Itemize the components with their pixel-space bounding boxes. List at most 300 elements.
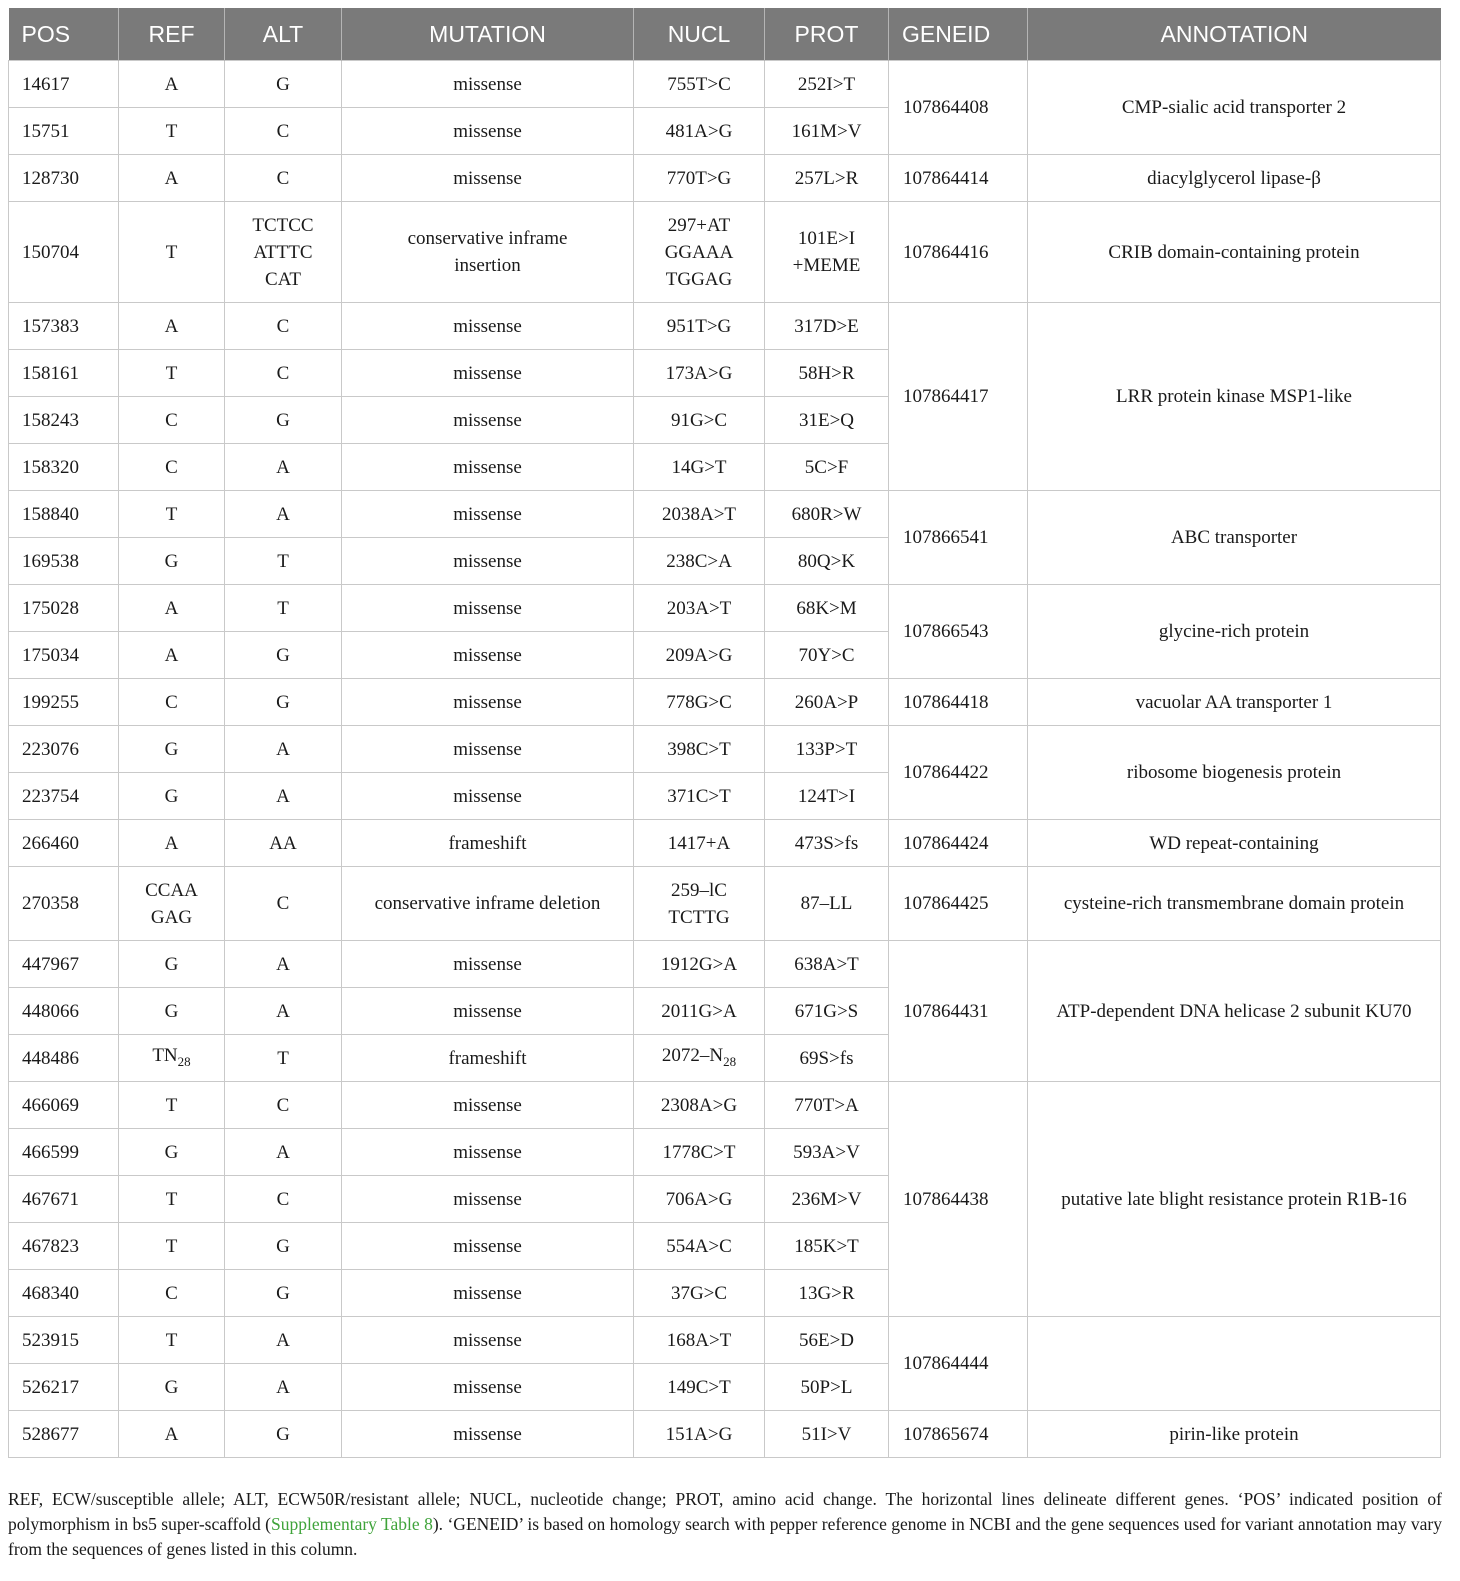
table-row	[9, 491, 1441, 538]
nucl-cell-text: 1912G>A	[660, 953, 738, 975]
alt-cell-text: AA	[269, 832, 297, 854]
prot-cell-text: 87–LL	[800, 893, 853, 914]
ref-cell-subscript: 28	[177, 1053, 191, 1069]
nucl-cell-text: 371C>T	[667, 785, 731, 807]
pos-cell-text: 15751	[22, 120, 70, 142]
nucl-cell-text: 2308A>G	[660, 1094, 738, 1116]
alt-cell	[225, 1223, 342, 1270]
table-row	[9, 679, 1441, 726]
alt-cell	[225, 1176, 342, 1223]
pos-cell	[9, 444, 119, 491]
prot-cell	[765, 726, 889, 773]
ref-cell-text: T	[165, 120, 178, 142]
pos-cell-text: 128730	[22, 167, 79, 189]
nucl-cell-text: 173A>G	[665, 362, 733, 384]
ref-cell-text: T	[165, 362, 178, 384]
mutation-cell-text: missense	[453, 1141, 522, 1163]
prot-cell-text: 257L>R	[794, 167, 859, 189]
prot-cell-text: 101E>I +MEME	[792, 228, 861, 276]
nucl-cell-text: 554A>C	[666, 1235, 732, 1257]
pos-cell-text: 175028	[22, 597, 79, 619]
alt-cell	[225, 867, 342, 941]
annotation-cell: ribosome biogenesis protein	[1028, 726, 1441, 820]
nucl-cell	[634, 1035, 765, 1082]
pos-cell	[9, 397, 119, 444]
prot-cell	[765, 1223, 889, 1270]
pos-cell-text: 158320	[22, 456, 79, 478]
prot-cell	[765, 1364, 889, 1411]
nucl-cell	[634, 1129, 765, 1176]
pos-cell	[9, 726, 119, 773]
pos-cell-text: 523915	[22, 1329, 79, 1351]
mutation-cell-text: missense	[453, 644, 522, 666]
nucl-cell-text: 149C>T	[667, 1376, 731, 1398]
ref-cell	[119, 350, 225, 397]
alt-cell	[225, 397, 342, 444]
alt-cell	[225, 444, 342, 491]
nucl-cell-text: 151A>G	[665, 1423, 733, 1445]
ref-cell-text: C	[165, 691, 178, 713]
mutation-cell	[342, 491, 634, 538]
mutation-cell-text: missense	[453, 1282, 522, 1304]
prot-cell-text: 68K>M	[796, 597, 857, 619]
table-row	[9, 1411, 1441, 1458]
pos-cell	[9, 1364, 119, 1411]
ref-cell	[119, 1082, 225, 1129]
mutation-cell	[342, 303, 634, 350]
mutation-cell	[342, 1317, 634, 1364]
prot-cell	[765, 1270, 889, 1317]
alt-cell	[225, 1411, 342, 1458]
geneid-cell: 107864422	[889, 726, 1028, 820]
nucl-cell-text: 238C>A	[666, 550, 732, 572]
pos-cell	[9, 1317, 119, 1364]
pos-cell-text: 466069	[22, 1094, 79, 1116]
ref-cell	[119, 108, 225, 155]
mutation-cell	[342, 726, 634, 773]
mutation-cell-text: missense	[453, 1094, 522, 1116]
ref-cell-text: A	[164, 315, 179, 337]
pos-cell-text: 150704	[22, 241, 79, 263]
pos-cell-text: 223754	[22, 785, 79, 807]
mutation-cell	[342, 1082, 634, 1129]
annotation-cell: WD repeat-containing	[1028, 820, 1441, 867]
alt-cell-text: A	[276, 1000, 290, 1022]
table-row	[9, 585, 1441, 632]
annotation-cell: vacuolar AA transporter 1	[1028, 679, 1441, 726]
pos-cell	[9, 679, 119, 726]
ref-cell-text: G	[164, 953, 179, 975]
alt-cell-text: G	[276, 73, 290, 95]
pos-cell	[9, 941, 119, 988]
prot-cell-text: 185K>T	[794, 1235, 859, 1257]
mutation-cell	[342, 585, 634, 632]
prot-cell	[765, 202, 889, 303]
nucl-cell	[634, 585, 765, 632]
mutation-cell-text: missense	[453, 120, 522, 142]
mutation-cell-text: conservative inframe deletion	[374, 893, 601, 914]
alt-cell-text: C	[276, 1188, 290, 1210]
header-mutation: MUTATION	[342, 8, 634, 61]
geneid-cell: 107864444	[889, 1317, 1028, 1411]
annotation-cell: glycine-rich protein	[1028, 585, 1441, 679]
prot-cell-text: 680R>W	[791, 503, 862, 525]
pos-cell-text: 528677	[22, 1423, 79, 1445]
pos-cell-text: 468340	[22, 1282, 79, 1304]
pos-cell-text: 270358	[22, 893, 79, 914]
ref-cell-text: A	[164, 597, 179, 619]
alt-cell-text: TCTCC ATTTC CAT	[252, 214, 314, 290]
prot-cell-text: 5C>F	[804, 456, 849, 478]
prot-cell-text: 252I>T	[797, 73, 856, 95]
mutation-cell-text: missense	[453, 1423, 522, 1445]
prot-cell-text: 70Y>C	[798, 644, 855, 666]
nucl-cell	[634, 988, 765, 1035]
alt-cell	[225, 538, 342, 585]
pos-cell	[9, 108, 119, 155]
geneid-cell: 107864424	[889, 820, 1028, 867]
supplementary-table-link[interactable]: Supplementary Table 8	[270, 1514, 433, 1534]
nucl-cell	[634, 1411, 765, 1458]
prot-cell-text: 770T>A	[794, 1094, 859, 1116]
mutation-cell	[342, 538, 634, 585]
pos-cell	[9, 491, 119, 538]
prot-cell	[765, 585, 889, 632]
nucl-cell-text: 2038A>T	[661, 503, 737, 525]
pos-cell	[9, 1223, 119, 1270]
pos-cell-text: 157383	[22, 315, 79, 337]
ref-cell-text: G	[164, 550, 179, 572]
annotation-cell: putative late blight resistance protein R1B-16	[1028, 1082, 1441, 1317]
geneid-cell: 107864417	[889, 303, 1028, 491]
nucl-cell	[634, 444, 765, 491]
mutation-cell-text: missense	[453, 167, 522, 189]
pos-cell-text: 466599	[22, 1141, 79, 1163]
mutation-cell	[342, 632, 634, 679]
alt-cell	[225, 303, 342, 350]
variant-table	[8, 8, 1441, 1458]
nucl-cell-text: 951T>G	[666, 315, 732, 337]
header-prot: PROT	[765, 8, 889, 61]
alt-cell	[225, 350, 342, 397]
mutation-cell	[342, 773, 634, 820]
table-row	[9, 726, 1441, 773]
alt-cell-text: T	[277, 550, 289, 572]
mutation-cell	[342, 202, 634, 303]
geneid-cell: 107864431	[889, 941, 1028, 1082]
ref-cell	[119, 1176, 225, 1223]
annotation-cell: pirin-like protein	[1028, 1411, 1441, 1458]
mutation-cell	[342, 1411, 634, 1458]
ref-cell-text: G	[164, 1376, 179, 1398]
ref-cell-text: T	[165, 1094, 178, 1116]
alt-cell	[225, 1129, 342, 1176]
prot-cell-text: 236M>V	[791, 1188, 862, 1210]
pos-cell-text: 266460	[22, 832, 79, 854]
alt-cell-text: G	[276, 1282, 290, 1304]
alt-cell-text: C	[276, 362, 290, 384]
ref-cell	[119, 1223, 225, 1270]
mutation-cell-text: frameshift	[448, 1047, 527, 1069]
table-row	[9, 1082, 1441, 1129]
prot-cell	[765, 773, 889, 820]
table-row	[9, 61, 1441, 108]
mutation-cell-text: missense	[453, 953, 522, 975]
ref-cell-text: A	[164, 1423, 179, 1445]
alt-cell-text: C	[276, 315, 290, 337]
prot-cell	[765, 988, 889, 1035]
prot-cell	[765, 679, 889, 726]
prot-cell-text: 124T>I	[797, 785, 856, 807]
nucl-cell	[634, 202, 765, 303]
pos-cell	[9, 585, 119, 632]
ref-cell	[119, 397, 225, 444]
geneid-cell: 107864438	[889, 1082, 1028, 1317]
nucl-cell	[634, 726, 765, 773]
pos-cell	[9, 1082, 119, 1129]
table-footnote	[8, 1487, 1442, 1562]
prot-cell-text: 51I>V	[801, 1423, 852, 1445]
ref-cell	[119, 155, 225, 202]
annotation-cell: CRIB domain-containing protein	[1028, 202, 1441, 303]
header-geneid: GENEID	[889, 8, 1028, 61]
mutation-cell-text: missense	[453, 73, 522, 95]
prot-cell	[765, 1176, 889, 1223]
mutation-cell	[342, 444, 634, 491]
prot-cell	[765, 61, 889, 108]
table-row	[9, 820, 1441, 867]
alt-cell-text: A	[276, 1329, 290, 1351]
pos-cell	[9, 1176, 119, 1223]
annotation-cell: ATP-dependent DNA helicase 2 subunit KU70	[1028, 941, 1441, 1082]
table-row	[9, 155, 1441, 202]
mutation-cell-text: conservative inframe insertion	[407, 228, 568, 276]
mutation-cell-text: missense	[453, 738, 522, 760]
pos-cell	[9, 773, 119, 820]
pos-cell	[9, 1270, 119, 1317]
geneid-cell: 107864418	[889, 679, 1028, 726]
table-body	[9, 61, 1441, 1458]
nucl-cell-text: 203A>T	[666, 597, 732, 619]
alt-cell-text: A	[276, 1376, 290, 1398]
mutation-cell-text: missense	[453, 785, 522, 807]
alt-cell-text: C	[276, 120, 290, 142]
prot-cell-text: 161M>V	[791, 120, 862, 142]
table-row	[9, 303, 1441, 350]
mutation-cell	[342, 350, 634, 397]
nucl-cell	[634, 679, 765, 726]
pos-cell-text: 175034	[22, 644, 79, 666]
nucl-cell-text: 706A>G	[665, 1188, 733, 1210]
mutation-cell	[342, 1223, 634, 1270]
ref-cell	[119, 1364, 225, 1411]
pos-cell	[9, 988, 119, 1035]
prot-cell	[765, 1411, 889, 1458]
ref-cell	[119, 632, 225, 679]
nucl-cell	[634, 773, 765, 820]
prot-cell-text: 13G>R	[798, 1282, 855, 1304]
alt-cell	[225, 941, 342, 988]
nucl-cell-text: 1778C>T	[662, 1141, 736, 1163]
geneid-cell: 107866541	[889, 491, 1028, 585]
ref-cell	[119, 444, 225, 491]
pos-cell-text: 467671	[22, 1188, 79, 1210]
mutation-cell-text: missense	[453, 1376, 522, 1398]
prot-cell	[765, 632, 889, 679]
nucl-cell-text: 168A>T	[666, 1329, 732, 1351]
prot-cell	[765, 491, 889, 538]
pos-cell-text: 158243	[22, 409, 79, 431]
alt-cell	[225, 1270, 342, 1317]
annotation-cell: LRR protein kinase MSP1-like	[1028, 303, 1441, 491]
alt-cell-text: G	[276, 409, 290, 431]
ref-cell-text: C	[165, 1282, 178, 1304]
ref-cell-text: T	[165, 1235, 178, 1257]
geneid-cell: 107864408	[889, 61, 1028, 155]
pos-cell	[9, 350, 119, 397]
mutation-cell	[342, 155, 634, 202]
nucl-cell-text: 1417+A	[667, 832, 731, 854]
alt-cell	[225, 1364, 342, 1411]
nucl-cell-text: 770T>G	[666, 167, 732, 189]
nucl-cell-text: 755T>C	[667, 73, 731, 95]
pos-cell	[9, 538, 119, 585]
prot-cell	[765, 1317, 889, 1364]
nucl-cell	[634, 155, 765, 202]
ref-cell	[119, 1317, 225, 1364]
prot-cell	[765, 538, 889, 585]
table-header-row	[9, 8, 1441, 61]
alt-cell	[225, 61, 342, 108]
mutation-cell	[342, 1035, 634, 1082]
alt-cell	[225, 820, 342, 867]
footnote-text-before: REF, ECW/susceptible allele; ALT, ECW50R/resistant allele; NUCL, nucleotide change; PROT, amino acid change. The horizontal lines delineate different genes. ‘POS’ indicated position of polymorphism in bs5 super-scaffold (	[8, 1489, 1442, 1534]
header-pos: POS	[9, 8, 119, 61]
nucl-cell-text: 14G>T	[671, 456, 727, 478]
table-row	[9, 867, 1441, 941]
ref-cell-text: C	[165, 456, 178, 478]
mutation-cell-text: frameshift	[448, 832, 527, 854]
nucl-cell-text: 398C>T	[667, 738, 731, 760]
header-nucl: NUCL	[634, 8, 765, 61]
ref-cell	[119, 679, 225, 726]
prot-cell	[765, 1129, 889, 1176]
alt-cell	[225, 726, 342, 773]
alt-cell-text: A	[276, 738, 290, 760]
prot-cell	[765, 397, 889, 444]
mutation-cell	[342, 1270, 634, 1317]
pos-cell-text: 199255	[22, 691, 79, 713]
mutation-cell	[342, 1176, 634, 1223]
ref-cell	[119, 941, 225, 988]
mutation-cell	[342, 61, 634, 108]
footnote-text-after: ). ‘GENEID’ is based on homology search with pepper reference genome in NCBI and the gene sequences used for variant annotation may vary from the sequences of genes listed in this column.	[8, 1514, 1443, 1559]
mutation-cell-text: missense	[453, 550, 522, 572]
ref-cell	[119, 1411, 225, 1458]
prot-cell	[765, 867, 889, 941]
annotation-cell	[1028, 1317, 1441, 1411]
alt-cell-text: G	[276, 1235, 290, 1257]
ref-cell	[119, 867, 225, 941]
pos-cell	[9, 303, 119, 350]
prot-cell-text: 56E>D	[798, 1329, 855, 1351]
prot-cell-text: 473S>fs	[794, 832, 859, 854]
alt-cell-text: G	[276, 644, 290, 666]
ref-cell-text: G	[164, 1000, 179, 1022]
alt-cell	[225, 1035, 342, 1082]
ref-cell-text: A	[164, 832, 179, 854]
mutation-cell-text: missense	[453, 597, 522, 619]
pos-cell	[9, 1129, 119, 1176]
mutation-cell-text: missense	[453, 1000, 522, 1022]
alt-cell	[225, 491, 342, 538]
ref-cell	[119, 491, 225, 538]
ref-cell	[119, 303, 225, 350]
annotation-cell: ABC transporter	[1028, 491, 1441, 585]
prot-cell	[765, 941, 889, 988]
geneid-cell: 107864414	[889, 155, 1028, 202]
pos-cell-text: 158840	[22, 503, 79, 525]
ref-cell	[119, 1035, 225, 1082]
table-row	[9, 1317, 1441, 1364]
alt-cell	[225, 988, 342, 1035]
ref-cell-text: CCAA GAG	[145, 879, 198, 928]
pos-cell-text: 14617	[22, 73, 70, 95]
nucl-cell-text: 297+AT GGAAA TGGAG	[664, 214, 734, 290]
nucl-cell	[634, 820, 765, 867]
ref-cell-text: G	[164, 738, 179, 760]
alt-cell-text: T	[277, 1047, 289, 1069]
prot-cell-text: 133P>T	[795, 738, 858, 760]
mutation-cell-text: missense	[453, 1188, 522, 1210]
ref-cell-text: G	[164, 785, 179, 807]
nucl-cell	[634, 632, 765, 679]
mutation-cell	[342, 941, 634, 988]
prot-cell-text: 50P>L	[800, 1376, 853, 1398]
header-ref: REF	[119, 8, 225, 61]
ref-cell	[119, 585, 225, 632]
ref-cell	[119, 1270, 225, 1317]
ref-cell-text: TN	[152, 1044, 178, 1066]
ref-cell	[119, 538, 225, 585]
nucl-cell	[634, 61, 765, 108]
ref-cell-text: C	[165, 409, 178, 431]
geneid-cell: 107866543	[889, 585, 1028, 679]
prot-cell	[765, 108, 889, 155]
nucl-cell	[634, 397, 765, 444]
ref-cell-text: G	[164, 1141, 179, 1163]
nucl-cell-text: 2072–N	[661, 1044, 724, 1066]
header-alt: ALT	[225, 8, 342, 61]
pos-cell-text: 169538	[22, 550, 79, 572]
prot-cell	[765, 444, 889, 491]
mutation-cell	[342, 867, 634, 941]
ref-cell-text: A	[164, 73, 179, 95]
ref-cell	[119, 820, 225, 867]
alt-cell-text: T	[277, 597, 289, 619]
nucl-cell	[634, 1270, 765, 1317]
ref-cell-text: A	[164, 167, 179, 189]
prot-cell-text: 69S>fs	[799, 1047, 854, 1069]
ref-cell-text: A	[164, 644, 179, 666]
ref-cell-text: T	[165, 1188, 178, 1210]
prot-cell-text: 58H>R	[798, 362, 855, 384]
alt-cell	[225, 108, 342, 155]
pos-cell-text: 448066	[22, 1000, 79, 1022]
geneid-cell: 107864425	[889, 867, 1028, 941]
mutation-cell-text: missense	[453, 691, 522, 713]
prot-cell	[765, 820, 889, 867]
